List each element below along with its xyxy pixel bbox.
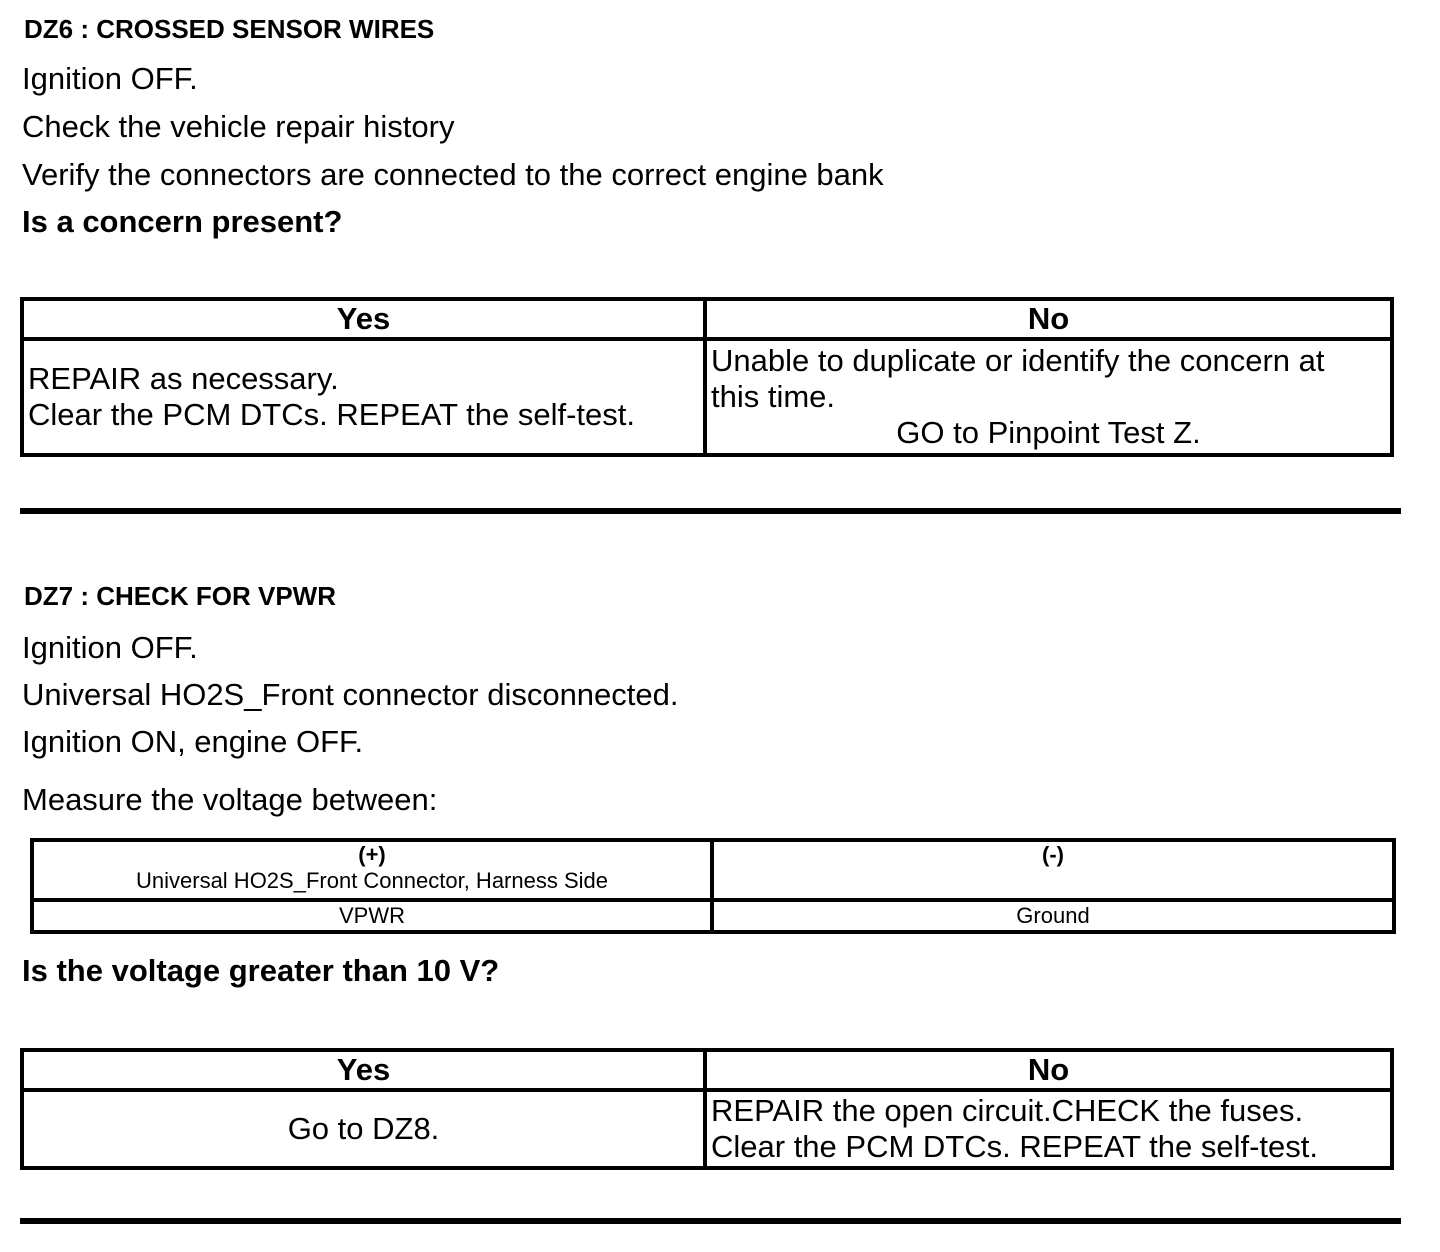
no-header: No xyxy=(705,1050,1392,1090)
section-heading: DZ6 : CROSSED SENSOR WIRES xyxy=(24,14,435,44)
yes-header: Yes xyxy=(22,299,705,339)
step-text: Check the vehicle repair history xyxy=(22,109,455,144)
negative-symbol: (-) xyxy=(1042,842,1064,867)
no-line: this time. xyxy=(711,379,836,414)
yes-line: Clear the PCM DTCs. REPEAT the self-test. xyxy=(28,397,635,432)
positive-symbol: (+) xyxy=(358,842,386,867)
measure-intro: Measure the voltage between: xyxy=(22,782,438,817)
no-line: Clear the PCM DTCs. REPEAT the self-test. xyxy=(711,1129,1318,1164)
question: Is a concern present? xyxy=(22,204,343,239)
no-line: REPAIR the open circuit.CHECK the fuses. xyxy=(711,1093,1304,1128)
no-line: Unable to duplicate or identify the concern at xyxy=(711,343,1325,378)
yes-cell xyxy=(22,339,705,455)
go-to-link[interactable]: Go to DZ8. xyxy=(22,1090,705,1168)
positive-value: VPWR xyxy=(32,900,712,932)
yes-header: Yes xyxy=(22,1050,705,1090)
section-divider xyxy=(20,1218,1401,1224)
no-cell xyxy=(705,339,1392,455)
no-cell xyxy=(705,1090,1392,1168)
no-header: No xyxy=(705,299,1392,339)
step-text: Ignition ON, engine OFF. xyxy=(22,724,364,759)
measurement-table xyxy=(30,838,1396,934)
positive-header xyxy=(32,840,712,900)
negative-value: Ground xyxy=(712,900,1394,932)
step-text: Universal HO2S_Front connector disconnected. xyxy=(22,677,679,712)
step-text: Ignition OFF. xyxy=(22,630,198,665)
decision-table xyxy=(20,1048,1394,1170)
positive-description: Universal HO2S_Front Connector, Harness Side xyxy=(136,868,608,893)
step-text: Ignition OFF. xyxy=(22,61,198,96)
negative-header xyxy=(712,840,1394,900)
go-to-link[interactable]: GO to Pinpoint Test Z. xyxy=(896,415,1201,450)
section-divider xyxy=(20,508,1401,514)
decision-table xyxy=(20,297,1394,457)
section-heading: DZ7 : CHECK FOR VPWR xyxy=(24,581,336,611)
question: Is the voltage greater than 10 V? xyxy=(22,953,500,988)
step-text: Verify the connectors are connected to the correct engine bank xyxy=(22,157,884,192)
yes-line: REPAIR as necessary. xyxy=(28,361,339,396)
